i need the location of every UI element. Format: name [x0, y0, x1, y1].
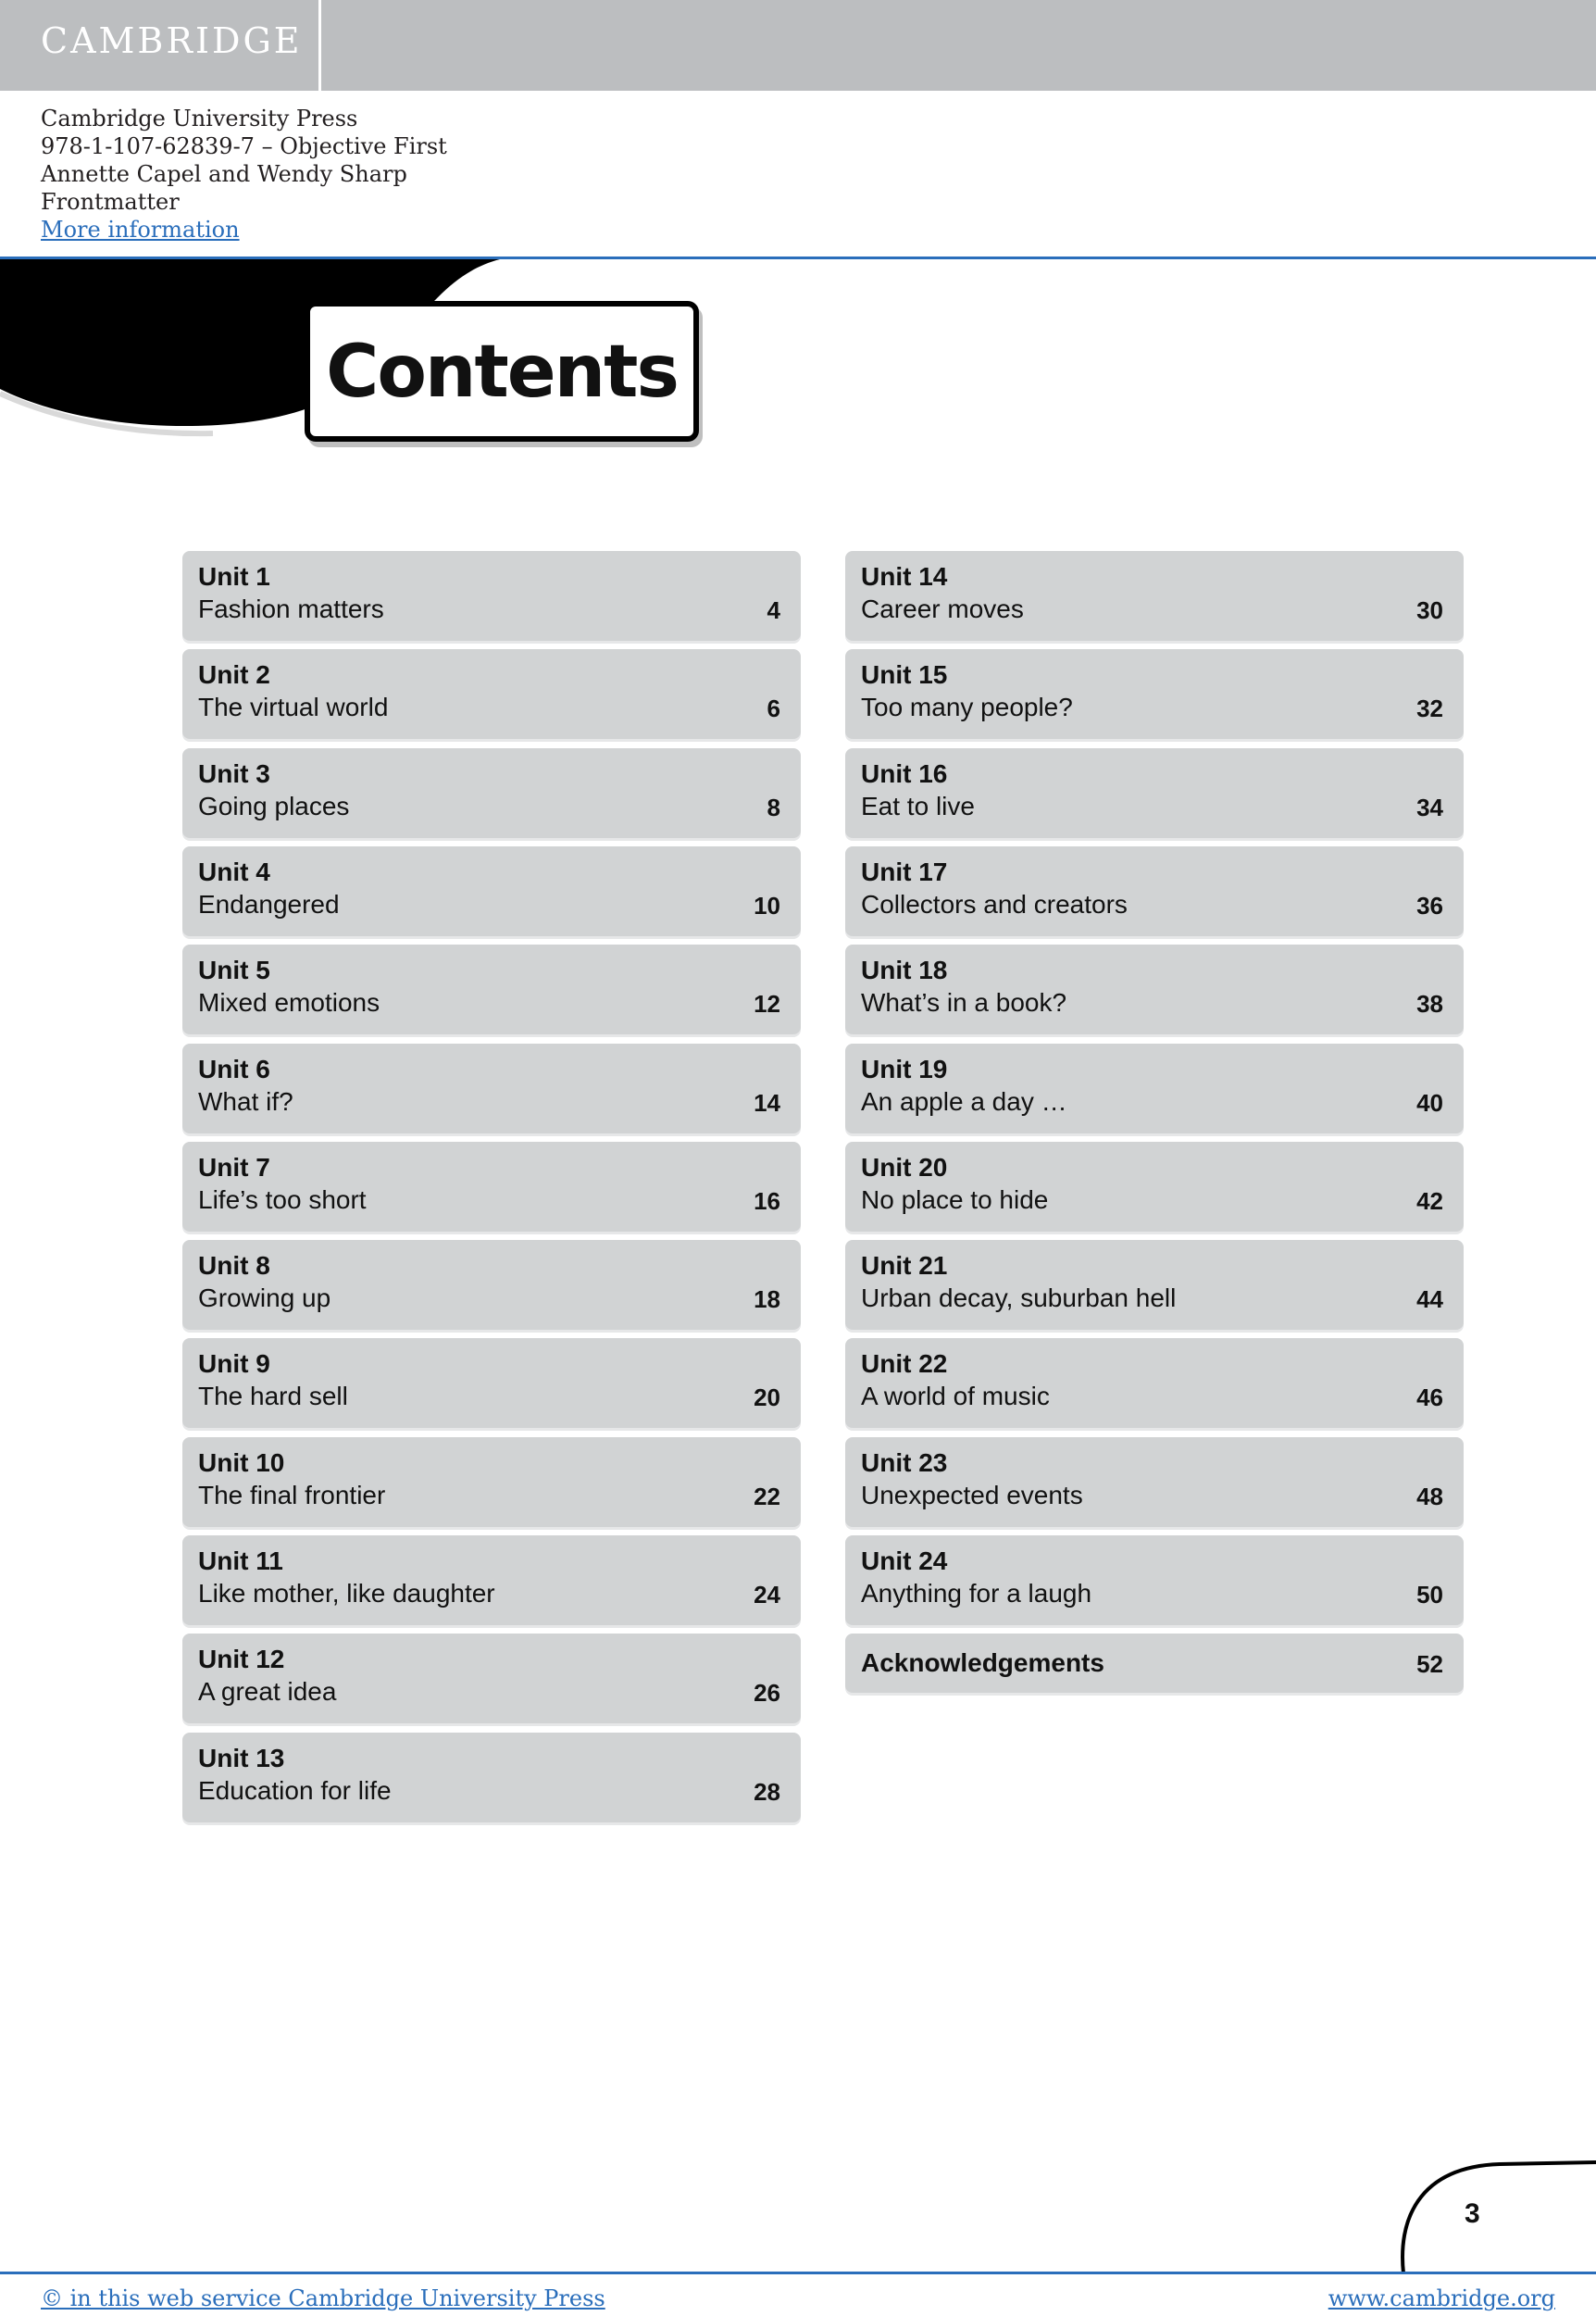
unit-page-number: 26: [754, 1679, 780, 1707]
unit-page-number: 48: [1416, 1483, 1443, 1510]
toc-entry[interactable]: [845, 649, 1464, 739]
unit-label: Unit 23: [861, 1448, 948, 1477]
unit-topic: What’s in a book?: [861, 988, 1067, 1017]
unit-page-number: 32: [1416, 695, 1443, 722]
unit-page-number: 38: [1416, 990, 1443, 1018]
toc-entry[interactable]: [182, 945, 801, 1034]
header-divider: [318, 0, 321, 91]
toc-entry[interactable]: [182, 1338, 801, 1428]
toc-entry[interactable]: [845, 1240, 1464, 1330]
toc-entry[interactable]: [182, 1142, 801, 1232]
toc-entry[interactable]: [182, 846, 801, 936]
unit-topic: Life’s too short: [198, 1185, 367, 1214]
book-metadata: [41, 105, 447, 244]
section-name: Frontmatter: [41, 189, 180, 215]
unit-page-number: 44: [1416, 1285, 1443, 1313]
unit-topic: Career moves: [861, 595, 1024, 623]
website-link[interactable]: www.cambridge.org: [1328, 2285, 1555, 2311]
toc-entry[interactable]: [182, 1044, 801, 1133]
toc-entry[interactable]: [845, 1535, 1464, 1625]
unit-page-number: 4: [767, 596, 780, 624]
unit-page-number: 14: [754, 1089, 780, 1117]
unit-topic: Mixed emotions: [198, 988, 380, 1017]
toc-entry[interactable]: [845, 846, 1464, 936]
toc-entry[interactable]: [182, 1240, 801, 1330]
toc-entry[interactable]: [182, 649, 801, 739]
header-bar: [0, 0, 1596, 91]
unit-page-number: 18: [754, 1285, 780, 1313]
unit-page-number: 6: [767, 695, 780, 722]
acknowledgements-label: Acknowledgements: [861, 1648, 1104, 1677]
unit-page-number: 50: [1416, 1581, 1443, 1609]
toc-entry[interactable]: [182, 1634, 801, 1723]
unit-label: Unit 4: [198, 858, 270, 886]
unit-topic: Growing up: [198, 1283, 331, 1312]
unit-topic: Education for life: [198, 1776, 392, 1805]
unit-topic: An apple a day …: [861, 1087, 1067, 1116]
page-number-tab: [1398, 2158, 1596, 2278]
unit-label: Unit 3: [198, 759, 270, 788]
unit-label: Unit 13: [198, 1744, 285, 1772]
unit-label: Unit 15: [861, 660, 948, 689]
unit-page-number: 8: [767, 794, 780, 821]
unit-label: Unit 9: [198, 1349, 270, 1378]
unit-topic: The final frontier: [198, 1481, 386, 1509]
unit-topic: Urban decay, suburban hell: [861, 1283, 1177, 1312]
authors: Annette Capel and Wendy Sharp: [41, 161, 407, 187]
unit-label: Unit 10: [198, 1448, 285, 1477]
unit-label: Unit 5: [198, 956, 270, 984]
more-information-link[interactable]: More information: [41, 217, 240, 243]
unit-topic: Like mother, like daughter: [198, 1579, 495, 1608]
unit-label: Unit 6: [198, 1055, 270, 1083]
unit-topic: Too many people?: [861, 693, 1073, 721]
unit-page-number: 30: [1416, 596, 1443, 624]
unit-page-number: 24: [754, 1581, 780, 1609]
toc-entry[interactable]: [845, 1338, 1464, 1428]
unit-topic: Fashion matters: [198, 595, 384, 623]
contents-title-box: [305, 301, 699, 442]
unit-topic: Eat to live: [861, 792, 975, 820]
unit-page-number: 34: [1416, 794, 1443, 821]
unit-topic: Going places: [198, 792, 350, 820]
unit-label: Unit 21: [861, 1251, 948, 1280]
unit-topic: A world of music: [861, 1382, 1050, 1410]
publisher-logo: CAMBRIDGE: [41, 20, 303, 61]
toc-entry[interactable]: [182, 551, 801, 641]
toc-entry[interactable]: [845, 945, 1464, 1034]
toc-entry[interactable]: [845, 551, 1464, 641]
unit-page-number: 12: [754, 990, 780, 1018]
unit-page-number: 46: [1416, 1383, 1443, 1411]
unit-label: Unit 24: [861, 1546, 948, 1575]
toc-entry[interactable]: [182, 748, 801, 838]
footer-rule: [0, 2272, 1596, 2274]
toc-entry[interactable]: [845, 1142, 1464, 1232]
toc-entry[interactable]: [845, 1044, 1464, 1133]
page-number: 3: [1465, 2198, 1480, 2229]
unit-label: Unit 17: [861, 858, 948, 886]
unit-page-number: 20: [754, 1383, 780, 1411]
copyright-link[interactable]: © in this web service Cambridge University Press: [41, 2285, 605, 2311]
unit-page-number: 42: [1416, 1187, 1443, 1215]
unit-label: Unit 8: [198, 1251, 270, 1280]
unit-label: Unit 18: [861, 956, 948, 984]
toc-entry[interactable]: [182, 1437, 801, 1527]
unit-page-number: 28: [754, 1778, 780, 1806]
toc-entry[interactable]: [182, 1733, 801, 1822]
unit-label: Unit 11: [198, 1546, 283, 1575]
unit-label: Unit 14: [861, 562, 948, 591]
unit-label: Unit 1: [198, 562, 270, 591]
unit-page-number: 16: [754, 1187, 780, 1215]
unit-topic: Anything for a laugh: [861, 1579, 1092, 1608]
publisher-name: Cambridge University Press: [41, 106, 358, 131]
toc-entry[interactable]: [845, 748, 1464, 838]
unit-topic: No place to hide: [861, 1185, 1049, 1214]
unit-page-number: 10: [754, 892, 780, 920]
unit-topic: Endangered: [198, 890, 340, 919]
toc-entry[interactable]: [182, 1535, 801, 1625]
unit-topic: Unexpected events: [861, 1481, 1083, 1509]
unit-page-number: 40: [1416, 1089, 1443, 1117]
toc-entry[interactable]: [845, 1437, 1464, 1527]
isbn-title: 978-1-107-62839-7 – Objective First: [41, 133, 447, 159]
toc-entry-acknowledgements[interactable]: [845, 1634, 1464, 1693]
unit-label: Unit 22: [861, 1349, 948, 1378]
unit-label: Unit 16: [861, 759, 948, 788]
unit-label: Unit 12: [198, 1645, 285, 1673]
unit-page-number: 36: [1416, 892, 1443, 920]
page-title: Contents: [326, 331, 678, 414]
unit-topic: A great idea: [198, 1677, 337, 1706]
unit-page-number: 22: [754, 1483, 780, 1510]
unit-label: Unit 7: [198, 1153, 270, 1182]
unit-topic: Collectors and creators: [861, 890, 1128, 919]
acknowledgements-page-number: 52: [1416, 1650, 1443, 1678]
unit-topic: What if?: [198, 1087, 293, 1116]
unit-label: Unit 2: [198, 660, 270, 689]
unit-label: Unit 19: [861, 1055, 948, 1083]
unit-topic: The virtual world: [198, 693, 389, 721]
unit-label: Unit 20: [861, 1153, 948, 1182]
unit-topic: The hard sell: [198, 1382, 348, 1410]
